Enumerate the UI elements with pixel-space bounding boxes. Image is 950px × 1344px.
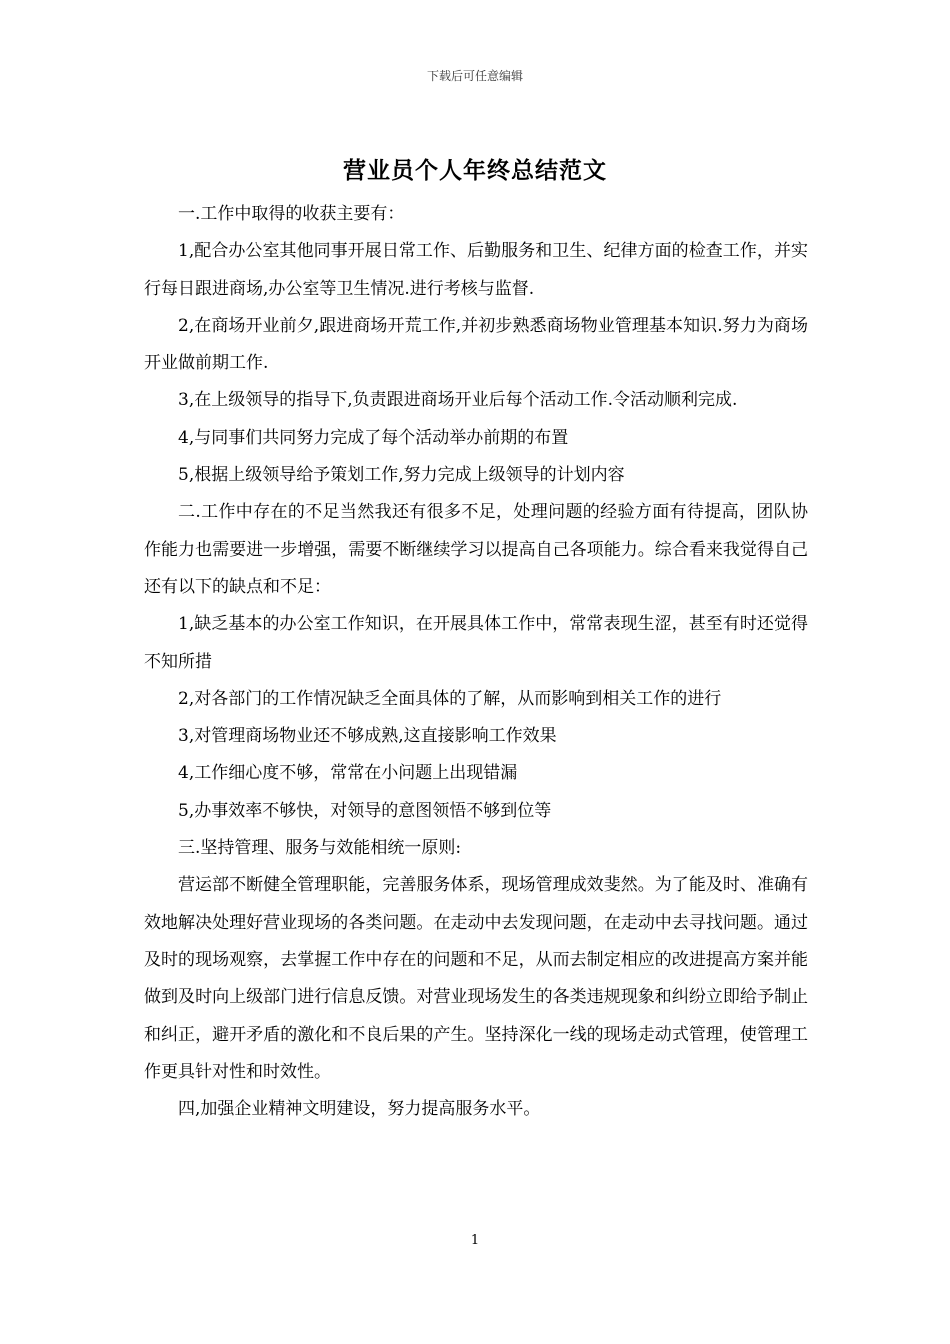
paragraph: 4,与同事们共同努力完成了每个活动举办前期的布置 bbox=[178, 427, 569, 448]
paragraph: 2,对各部门的工作情况缺乏全面具体的了解，从而影响到相关工作的进行 bbox=[178, 688, 722, 709]
header-note: 下载后可任意编辑 bbox=[426, 69, 523, 83]
paragraph: 1,配合办公室其他同事开展日常工作、后勤服务和卫生、纪律方面的检查工作，并实行每日跟进商场,办公室等卫生情况.进行考核与监督. bbox=[144, 241, 808, 299]
document-body bbox=[144, 196, 808, 1128]
paragraph: 5,办事效率不够快，对领导的意图领悟不够到位等 bbox=[178, 800, 552, 821]
paragraph: 3,在上级领导的指导下,负责跟进商场开业后每个活动工作.令活动顺利完成. bbox=[178, 390, 738, 411]
paragraph: 一.工作中取得的收获主要有： bbox=[178, 204, 405, 224]
document-title: 营业员个人年终总结范文 bbox=[343, 157, 607, 184]
paragraph: 营运部不断健全管理职能，完善服务体系，现场管理成效斐然。为了能及时、准确有效地解决处理好营业现场的各类问题。在走动中去发现问题，在走动中去寻找问题。通过及时的现场观察，去掌握工作中存在的问题和不足，从而去制定相应的改进提高方案并能做到及时向上级部门进行信息反馈。对营业现场发生的各类违规现象和纠纷立即给予制止和纠正，避开矛盾的激化和不良后果的产生。坚持深化一线的现场走动式管理，使管理工作更具针对性和时效性。 bbox=[144, 875, 808, 1082]
paragraph: 4,工作细心度不够，常常在小问题上出现错漏 bbox=[178, 763, 518, 784]
paragraph: 三.坚持管理、服务与效能相统一原则: bbox=[178, 838, 462, 859]
page-number: 1 bbox=[470, 1233, 480, 1248]
paragraph: 3,对管理商场物业还不够成熟,这直接影响工作效果 bbox=[178, 726, 557, 747]
paragraph: 2,在商场开业前夕,跟进商场开荒工作,并初步熟悉商场物业管理基本知识.努力为商场开业做前期工作. bbox=[144, 315, 808, 374]
paragraph: 四,加强企业精神文明建设，努力提高服务水平。 bbox=[178, 1099, 541, 1120]
paragraph: 二.工作中存在的不足当然我还有很多不足，处理问题的经验方面有待提高，团队协作能力也需要进一步增强，需要不断继续学习以提高自己各项能力。综合看来我觉得自己还有以下的缺点和不足： bbox=[144, 502, 808, 597]
paragraph: 5,根据上级领导给予策划工作,努力完成上级领导的计划内容 bbox=[178, 465, 625, 486]
paragraph: 1,缺乏基本的办公室工作知识，在开展具体工作中，常常表现生涩，甚至有时还觉得不知所措 bbox=[144, 614, 808, 672]
